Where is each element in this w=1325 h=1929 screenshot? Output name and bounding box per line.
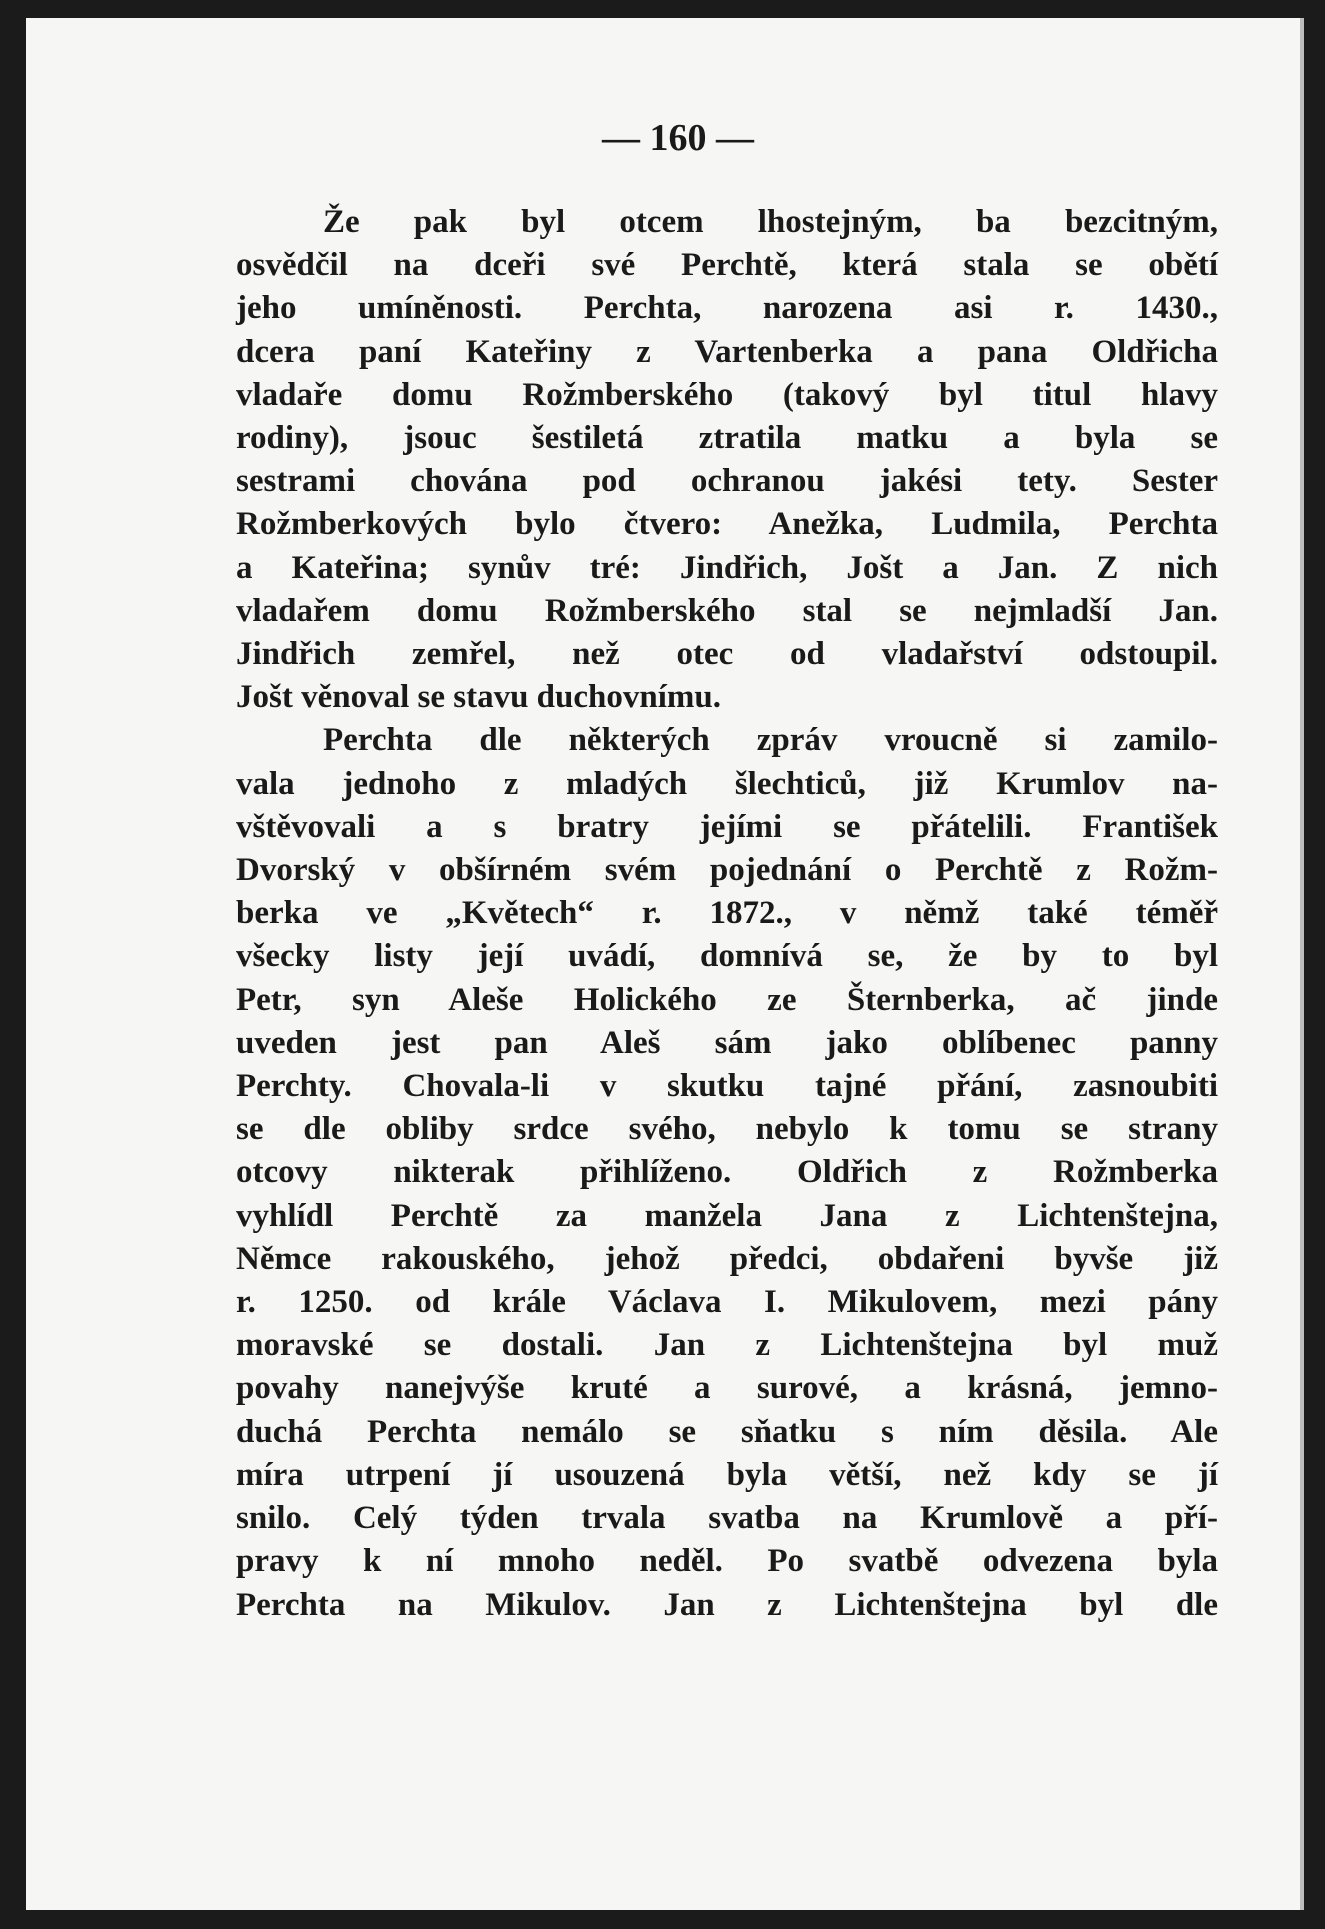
text-line: a Kateřina; synův tré: Jindřich, Jošt a Jan. Z nich (236, 549, 1218, 586)
text-line: Rožmberkových bylo čtvero: Anežka, Ludmila, Perchta (236, 506, 1218, 543)
text-line: sestrami chována pod ochranou jakési tety. Sester (236, 463, 1218, 500)
text-line: berka ve „Květech“ r. 1872., v němž také téměř (236, 895, 1218, 932)
text-line: duchá Perchta nemálo se sňatku s ním děsila. Ale (236, 1413, 1218, 1450)
text-line: snilo. Celý týden trvala svatba na Krumlově a pří- (236, 1500, 1218, 1537)
body-text (236, 201, 1218, 1627)
text-line: Perchty. Chovala-li v skutku tajné přání, zasnoubiti (236, 1068, 1218, 1105)
text-line: Že pak byl otcem lhostejným, ba bezcitným, (323, 204, 1218, 240)
text-line: vala jednoho z mladých šlechticů, již Krumlov na- (236, 765, 1218, 802)
text-line: vladařem domu Rožmberského stal se nejmladší Jan. (236, 592, 1218, 629)
text-line: jeho umíněnosti. Perchta, narozena asi r. 1430., (236, 290, 1218, 327)
text-line: Perchta na Mikulov. Jan z Lichtenštejna byl dle (236, 1586, 1218, 1623)
book-page (26, 18, 1304, 1910)
text-line: dcera paní Kateřiny z Vartenberka a pana Oldřicha (236, 333, 1218, 370)
text-line: se dle obliby srdce svého, nebylo k tomu se strany (236, 1111, 1218, 1148)
text-line: míra utrpení jí usouzená byla větší, než kdy se jí (236, 1456, 1218, 1493)
text-line: Němce rakouského, jehož předci, obdařeni byvše již (236, 1240, 1218, 1277)
text-line: rodiny), jsouc šestiletá ztratila matku a byla se (236, 420, 1218, 457)
page-number: — 160 — (602, 117, 754, 159)
text-line: Jindřich zemřel, než otec od vladařství odstoupil. (236, 636, 1218, 673)
text-line: Petr, syn Aleše Holického ze Šternberka, ač jinde (236, 981, 1218, 1018)
text-line: vštěvovali a s bratry jejími se přátelili. František (236, 808, 1218, 845)
text-line: r. 1250. od krále Václava I. Mikulovem, mezi pány (236, 1284, 1218, 1321)
text-line: povahy nanejvýše kruté a surové, a krásná, jemno- (236, 1370, 1218, 1407)
text-line: Perchta dle některých zpráv vroucně si zamilo- (323, 722, 1218, 759)
text-line: otcovy nikterak přihlíženo. Oldřich z Rožmberka (236, 1154, 1218, 1191)
text-line: Dvorský v obšírném svém pojednání o Perchtě z Rožm- (236, 852, 1218, 889)
text-line: moravské se dostali. Jan z Lichtenštejna byl muž (236, 1327, 1218, 1364)
text-line: všecky listy její uvádí, domnívá se, že by to byl (236, 938, 1218, 975)
text-line: osvědčil na dceři své Perchtě, která stala se obětí (236, 247, 1218, 284)
page-binding-edge (1300, 18, 1304, 1910)
text-line: vladaře domu Rožmberského (takový byl titul hlavy (236, 376, 1218, 413)
text-line: pravy k ní mnoho neděl. Po svatbě odvezena byla (236, 1543, 1218, 1580)
text-line: vyhlídl Perchtě za manžela Jana z Lichtenštejna, (236, 1197, 1218, 1234)
text-line: Jošt věnoval se stavu duchovnímu. (236, 679, 721, 716)
text-line: uveden jest pan Aleš sám jako oblíbenec panny (236, 1024, 1218, 1061)
